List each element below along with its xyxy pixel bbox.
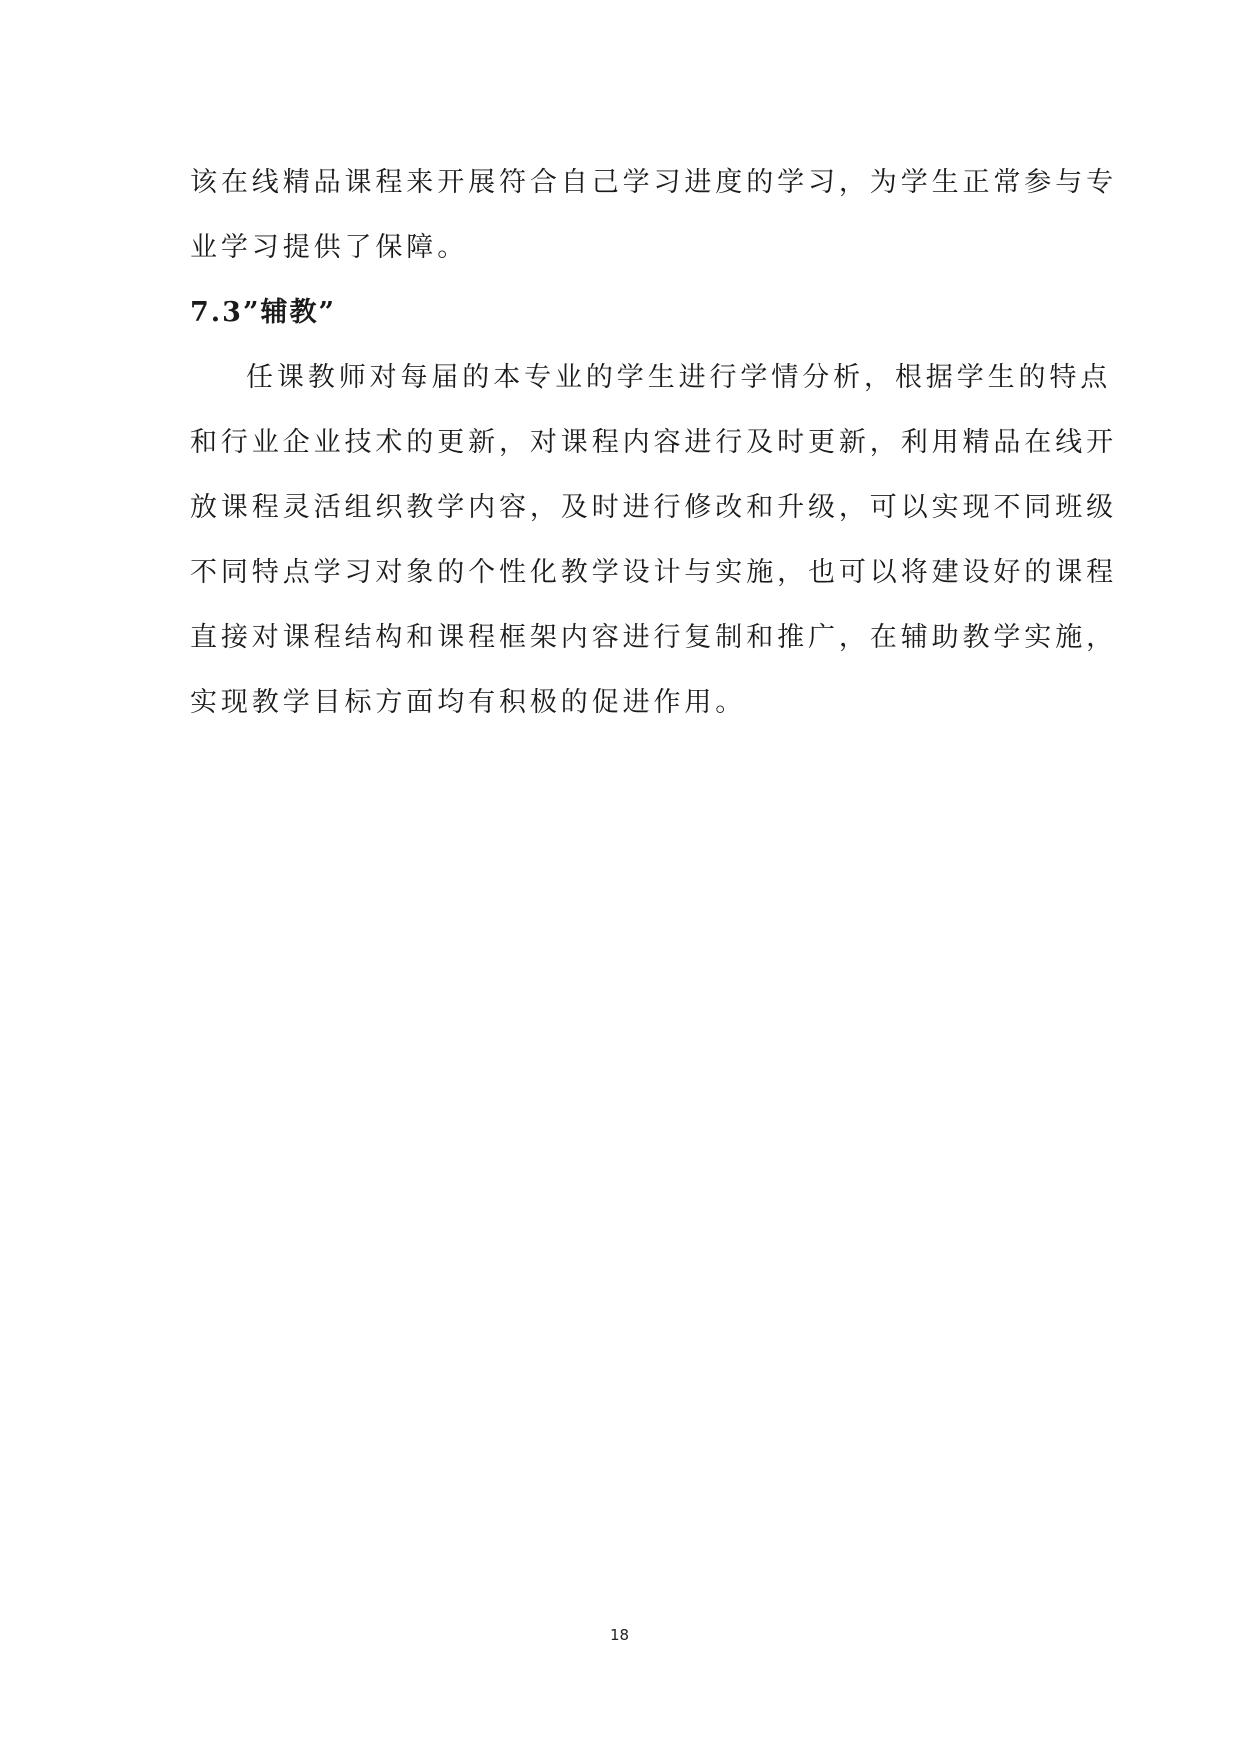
paragraph-line: 放课程灵活组织教学内容，及时进行修改和升级，可以实现不同班级 — [190, 492, 1117, 523]
section-heading: 7.3”辅教” — [190, 297, 337, 328]
page-body — [190, 150, 1117, 735]
paragraph-line: 业学习提供了保障。 — [190, 232, 469, 263]
paragraph-line: 任课教师对每届的本专业的学生进行学情分析，根据学生的特点 — [246, 362, 1112, 393]
paragraph-line: 和行业企业技术的更新，对课程内容进行及时更新，利用精品在线开 — [190, 427, 1117, 458]
page-number: 18 — [609, 1626, 630, 1644]
paragraph-line: 直接对课程结构和课程框架内容进行复制和推广，在辅助教学实施， — [190, 622, 1117, 653]
paragraph-line: 不同特点学习对象的个性化教学设计与实施，也可以将建设好的课程 — [190, 557, 1117, 588]
paragraph-line: 该在线精品课程来开展符合自己学习进度的学习，为学生正常参与专 — [190, 167, 1117, 198]
paragraph-line: 实现教学目标方面均有积极的促进作用。 — [190, 687, 747, 718]
